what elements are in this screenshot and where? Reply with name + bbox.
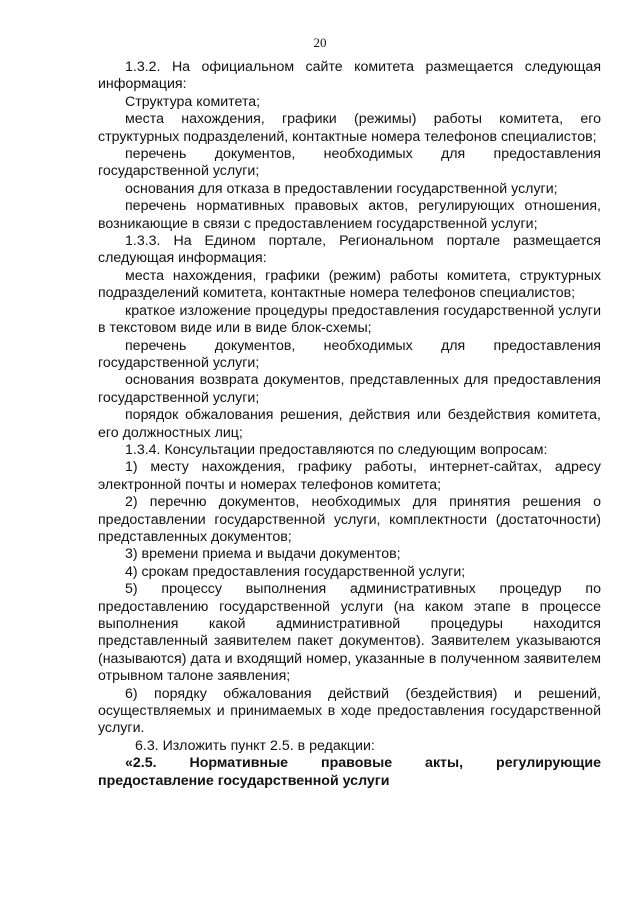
list-item-6: 6) порядку обжалования действий (бездействия) и решений, осуществляемых и принимаемых в ходе предоставления государственной услуги. [98, 685, 601, 737]
paragraph-1-3-4: 1.3.4. Консультации предоставляются по следующим вопросам: [125, 441, 548, 458]
paragraph-6-3: 6.3. Изложить пункт 2.5. в редакции: [135, 737, 375, 754]
paragraph-refusal-grounds: основания для отказа в предоставлении государственной услуги; [125, 180, 558, 197]
paragraph-locations: места нахождения, графики (режимы) работы комитета, его структурных подразделений, контактные номера телефонов специалистов; [98, 111, 601, 145]
document-body [98, 59, 601, 790]
page-number: 20 [313, 35, 327, 50]
paragraph-portal-locations: места нахождения, графики (режим) работы комитета, структурных подразделений комитета, контактные номера телефонов специалистов; [98, 267, 601, 302]
paragraph-procedure-summary: краткое изложение процедуры предоставления государственной услуги в текстовом виде или в виде блок-схемы; [98, 302, 601, 337]
list-item-2: 2) перечню документов, необходимых для принятия решения о предоставлении государственной услуги, комплектности (достаточности) представленных документов; [98, 494, 601, 545]
paragraph-return-grounds: основания возврата документов, представленных для предоставления государственной услуги; [98, 372, 601, 406]
list-item-4: 4) срокам предоставления государственной услуги; [125, 563, 466, 580]
list-item-1: 1) месту нахождения, графику работы, интернет-сайтах, адресу электронной почты и номерах телефонов комитета; [98, 459, 601, 493]
paragraph-structure: Структура комитета; [125, 93, 261, 110]
list-item-5: 5) процессу выполнения административных процедур по предоставлению государственной услуги (на каком этапе в процессе выполнения какой административной процедуры находится представленный заявителем пакет документов). Заявителем указываются (называются) дата и входящий номер, указанные в полученном заявителем отрывном талоне заявления; [98, 581, 601, 685]
paragraph-1-3-2: 1.3.2. На официальном сайте комитета размещается следующая информация: [98, 59, 601, 93]
paragraph-appeal-procedure: порядок обжалования решения, действия или бездействия комитета, его должностных лиц; [98, 407, 601, 441]
list-item-3: 3) времени приема и выдачи документов; [125, 546, 401, 563]
paragraph-legal-acts: перечень нормативных правовых актов, регулирующих отношения, возникающие в связи с предоставлением государственной услуги; [98, 198, 601, 232]
paragraph-documents-list: перечень документов, необходимых для предоставления государственной услуги; [98, 146, 601, 180]
paragraph-portal-documents: перечень документов, необходимых для предоставления государственной услуги; [98, 337, 601, 371]
section-heading-2-5: «2.5. Нормативные правовые акты, регулирующие предоставление государственной услуги [98, 755, 601, 789]
paragraph-1-3-3: 1.3.3. На Едином портале, Региональном портале размещается следующая информация: [98, 233, 601, 267]
